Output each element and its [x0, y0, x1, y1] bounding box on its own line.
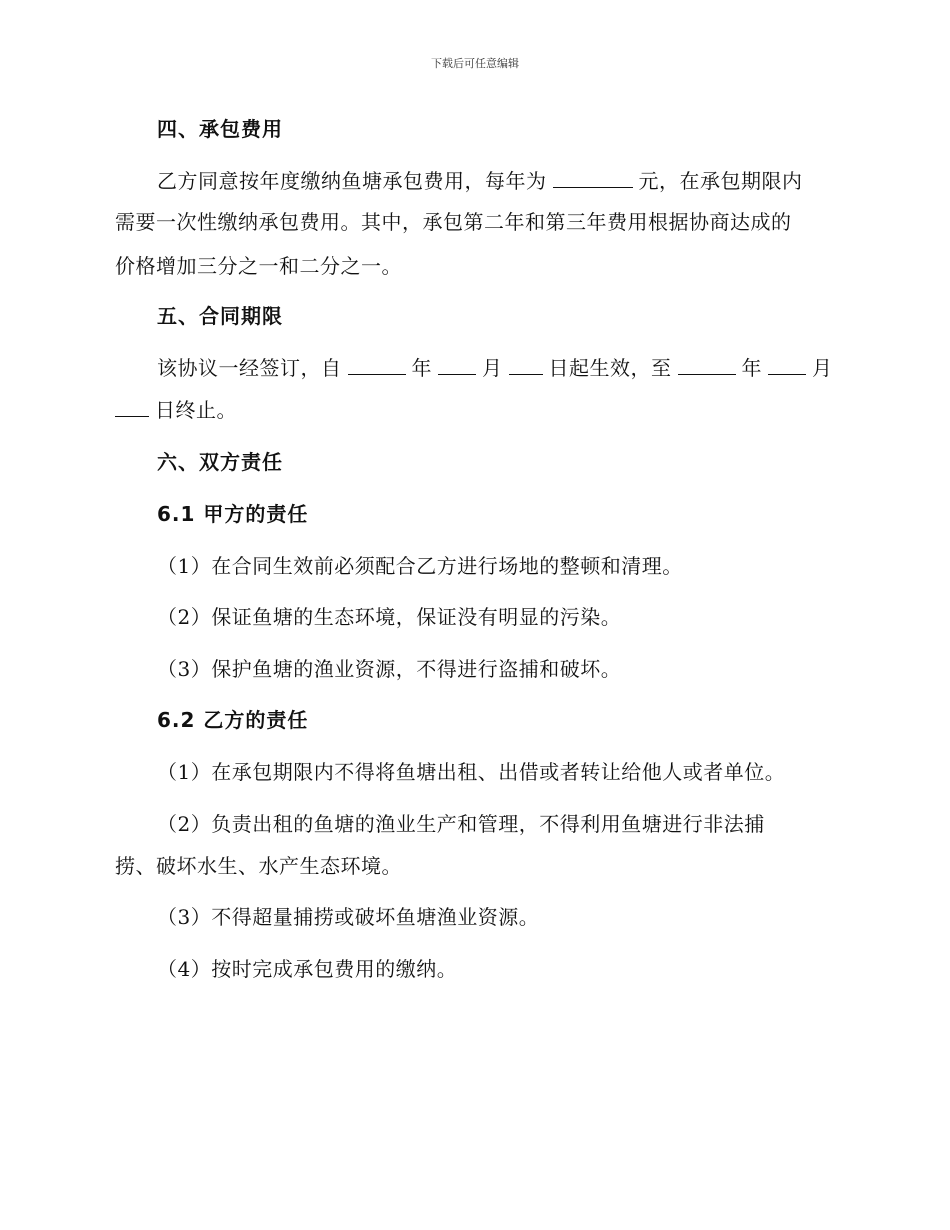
fill-in-blank: [768, 356, 806, 375]
subsection-heading-party-b: 6.2 乙方的责任: [157, 708, 309, 732]
section-heading-fees: 四、承包费用: [157, 117, 283, 141]
paragraph-line: [115, 398, 835, 422]
list-item: （1）在承包期限内不得将鱼塘出租、出借或者转让给他人或者单位。: [157, 760, 786, 784]
fill-in-blank: [553, 169, 633, 188]
list-item: （2）保证鱼塘的生态环境，保证没有明显的污染。: [157, 605, 622, 629]
fill-in-blank: [438, 356, 476, 375]
list-item: （3）不得超量捕捞或破坏鱼塘渔业资源。: [157, 905, 540, 929]
text-span: 月: [812, 356, 833, 380]
text-span: 年: [411, 356, 432, 380]
list-item: （3）保护鱼塘的渔业资源，不得进行盗捕和破坏。: [157, 657, 622, 681]
text-span: 元，在承包期限内: [638, 169, 803, 193]
paragraph-line: [157, 356, 877, 380]
text-span: 日起生效，至: [548, 356, 672, 380]
fill-in-blank: [678, 356, 736, 375]
paragraph-line: 价格增加三分之一和二分之一。: [115, 254, 402, 278]
subsection-heading-party-a: 6.1 甲方的责任: [157, 502, 309, 526]
list-item-continuation: 捞、破坏水生、水产生态环境。: [115, 854, 402, 878]
list-item: （4）按时完成承包费用的缴纳。: [157, 957, 458, 981]
paragraph-line: 需要一次性缴纳承包费用。其中，承包第二年和第三年费用根据协商达成的: [115, 210, 792, 234]
section-heading-responsibilities: 六、双方责任: [157, 450, 283, 474]
section-heading-term: 五、合同期限: [157, 304, 283, 328]
text-span: 日终止。: [155, 398, 237, 422]
text-span: 年: [741, 356, 762, 380]
fill-in-blank: [348, 356, 406, 375]
text-span: 乙方同意按年度缴纳鱼塘承包费用，每年为: [157, 169, 547, 193]
paragraph-line: [157, 169, 877, 193]
text-span: 该协议一经签订，自: [157, 356, 342, 380]
text-span: 月: [482, 356, 503, 380]
list-item: （1）在合同生效前必须配合乙方进行场地的整顿和清理。: [157, 554, 683, 578]
fill-in-blank: [509, 356, 543, 375]
page-header: 下载后可任意编辑: [431, 57, 519, 70]
list-item: （2）负责出租的鱼塘的渔业生产和管理，不得利用鱼塘进行非法捕: [157, 812, 765, 836]
fill-in-blank: [115, 398, 149, 417]
